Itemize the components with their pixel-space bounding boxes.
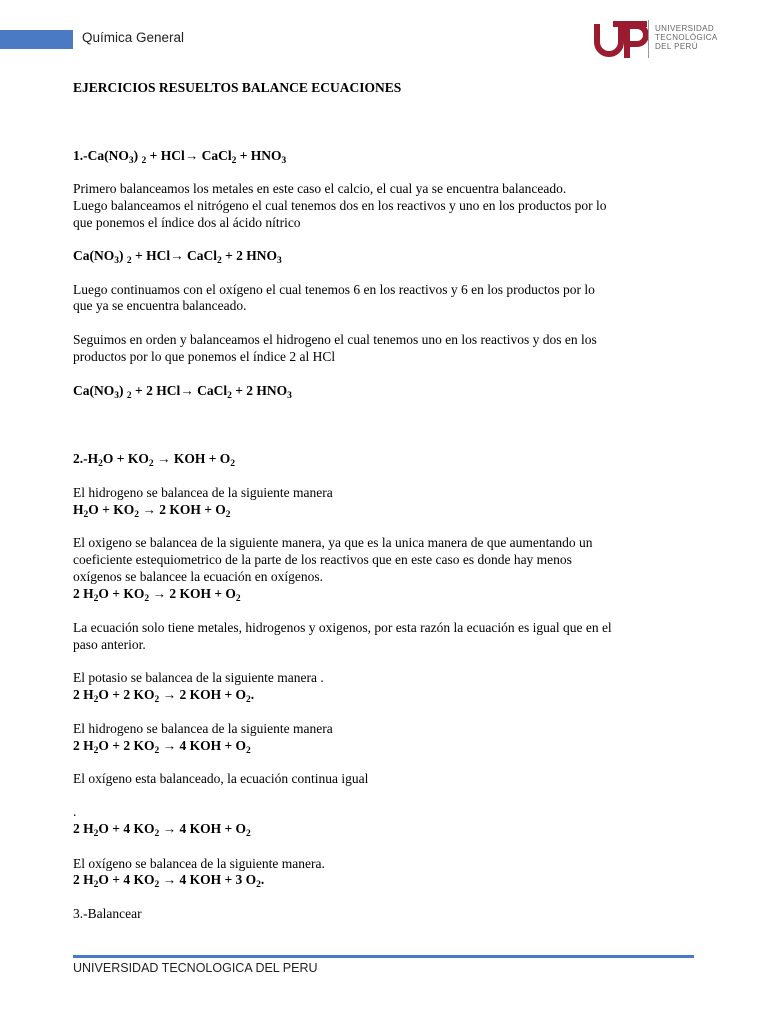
paragraph: El hidrogeno se balancea de la siguiente manera (73, 485, 333, 500)
paragraph: El oxigeno se balancea de la siguiente manera, ya que es la unica manera de que aumentando un (73, 535, 593, 550)
paragraph: paso anterior. (73, 637, 146, 652)
paragraph: oxígenos se balancee la ecuación en oxígenos. (73, 569, 324, 584)
equation: 2 $H_2O + 2$ $KO_2 \to 2$ KOH + $O_2$. (73, 687, 255, 705)
exercise-2-heading: $2.-H_2O + KO_2$ → KOH + $O_2$ (73, 451, 236, 469)
exercise-1-heading: $1.-Ca(NO_3) _2 + HCl\to$ CaCl$_2$ + $HNO_3$ (73, 148, 287, 166)
paragraph: . (73, 804, 77, 819)
equation: $Ca(NO_3) _2 + HCl\to$ CaCl$_2$ + 2 $HNO_3$ (73, 248, 282, 266)
paragraph: que ya se encuentra balanceado. (73, 298, 247, 313)
paragraph: El hidrogeno se balancea de la siguiente manera (73, 721, 333, 736)
equation: 2 $H_2O + 2$ $KO_2 \to 4$ KOH + $O_2$ (73, 738, 251, 756)
course-title: Química General (82, 30, 185, 45)
paragraph: El oxígeno esta balanceado, la ecuación continua igual (73, 771, 369, 786)
footer-text: UNIVERSIDAD TECNOLOGICA DEL PERU (73, 961, 318, 975)
equation: 2 $H_2O + 4$ $KO_2 \to 4$ KOH + 3 $O_2$. (73, 872, 265, 890)
equation: 2 $H_2O + KO_2 \to 2$ KOH + $O_2$ (73, 586, 241, 604)
header-accent-bar (0, 30, 73, 49)
footer-divider (73, 955, 694, 958)
exercise-3-heading: 3.-Balancear (73, 906, 142, 921)
equation: $Ca(NO_3) _2 + 2$ HCl→ CaCl$_2$ + 2 $HNO_3$ (73, 383, 292, 401)
paragraph: Luego continuamos con el oxígeno el cual tenemos 6 en los reactivos y 6 en los productos por lo (73, 282, 595, 297)
logo-separator (648, 20, 649, 58)
paragraph: Seguimos en orden y balanceamos el hidrogeno el cual tenemos uno en los reactivos y dos en los (73, 332, 597, 347)
paragraph: productos por lo que ponemos el índice 2 al HCl (73, 349, 336, 364)
paragraph: que ponemos el índice dos al ácido nítrico (73, 215, 301, 230)
paragraph: El potasio se balancea de la siguiente manera . (73, 670, 324, 685)
equation: $H_2O + KO_2 \to 2$ KOH + $O_2$ (73, 502, 231, 520)
page-title: EJERCICIOS RESUELTOS BALANCE ECUACIONES (73, 80, 402, 95)
logo-text: UNIVERSIDAD TECNOLÓGICA DEL PERÚ (655, 24, 718, 51)
paragraph: El oxígeno se balancea de la siguiente manera. (73, 856, 325, 871)
paragraph: Primero balanceamos los metales en este caso el calcio, el cual ya se encuentra balanceado. (73, 181, 567, 196)
paragraph: La ecuación solo tiene metales, hidrogenos y oxigenos, por esta razón la ecuación es igual que en el (73, 620, 612, 635)
paragraph: Luego balanceamos el nitrógeno el cual tenemos dos en los reactivos y uno en los productos por lo (73, 198, 607, 213)
paragraph: coeficiente estequiometrico de la parte de los reactivos que en este caso es donde hay menos (73, 552, 572, 567)
equation: 2 $H_2O + 4$ $KO_2 \to 4$ KOH + $O_2$ (73, 821, 251, 839)
